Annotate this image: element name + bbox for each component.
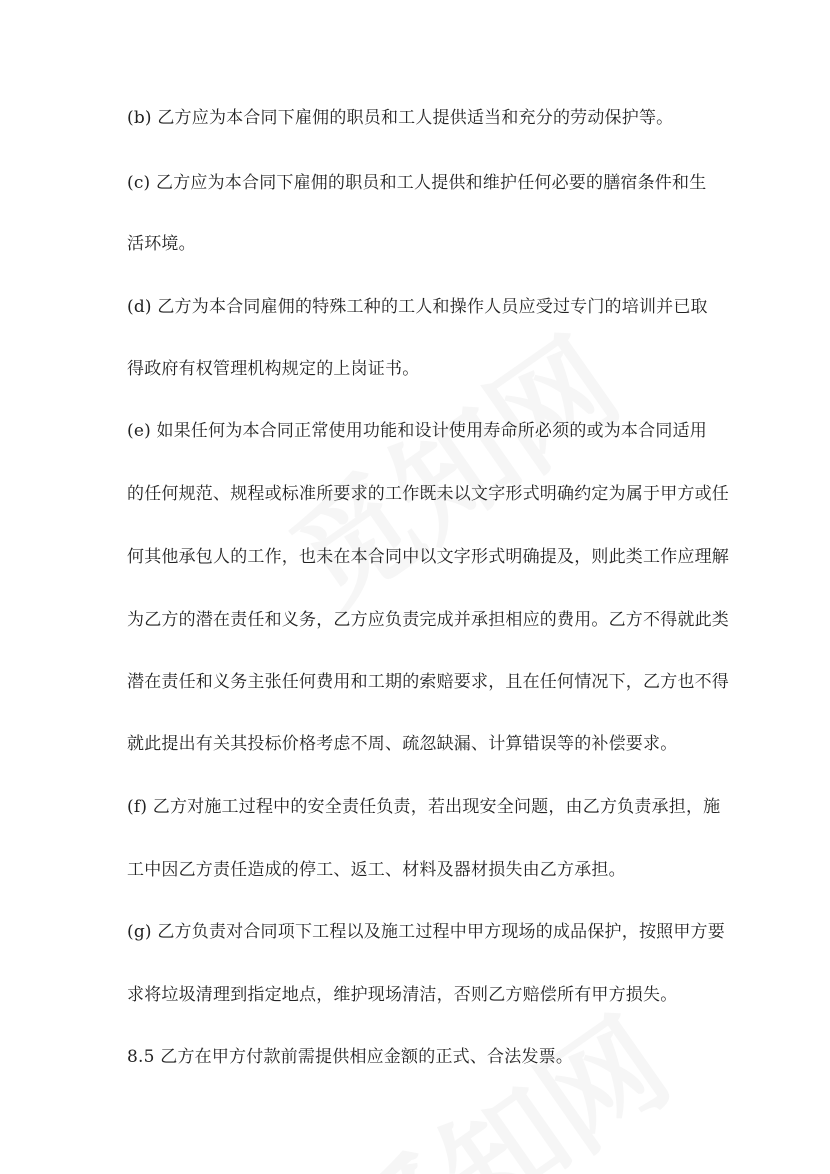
paragraph-e-line-6: 就此提出有关其投标价格考虑不周、疏忽缺漏、计算错误等的补偿要求。: [127, 734, 678, 754]
paragraph-c-line-2: 活环境。: [127, 234, 196, 254]
paragraph-e-line-5: 潜在责任和义务主张任何费用和工期的索赔要求，且在任何情况下，乙方也不得: [127, 672, 729, 692]
paragraph-e-line-3: 何其他承包人的工作，也未在本合同中以文字形式明确提及，则此类工作应理解: [127, 547, 729, 567]
paragraph-d-line-2: 得政府有权管理机构规定的上岗证书。: [127, 359, 420, 379]
paragraph-d-line-1: (d) 乙方为本合同雇佣的特殊工种的工人和操作人员应受过专门的培训并已取: [127, 297, 708, 317]
paragraph-f-line-2: 工中因乙方责任造成的停工、返工、材料及器材损失由乙方承担。: [127, 860, 626, 880]
paragraph-e-line-1: (e) 如果任何为本合同正常使用功能和设计使用寿命所必须的或为本合同适用: [127, 421, 707, 441]
paragraph-e-line-4: 为乙方的潜在责任和义务，乙方应负责完成并承担相应的费用。乙方不得就此类: [127, 610, 729, 630]
paragraph-g-line-1: (g) 乙方负责对合同项下工程以及施工过程中甲方现场的成品保护，按照甲方要: [127, 922, 725, 942]
paragraph-b-line-1: (b) 乙方应为本合同下雇佣的职员和工人提供适当和充分的劳动保护等。: [127, 108, 674, 128]
watermark: [253, 292, 647, 639]
paragraph-e-line-2: 的任何规范、规程或标准所要求的工作既未以文字形式明确约定为属于甲方或任: [127, 484, 729, 504]
paragraph-f-line-1: (f) 乙方对施工过程中的安全责任负责，若出现安全问题，由乙方负责承担，施: [127, 797, 721, 817]
clause-8-5: 8.5 乙方在甲方付款前需提供相应金额的正式、合法发票。: [127, 1047, 574, 1067]
paragraph-g-line-2: 求将垃圾清理到指定地点，维护现场清洁，否则乙方赔偿所有甲方损失。: [127, 985, 678, 1005]
paragraph-c-line-1: (c) 乙方应为本合同下雇佣的职员和工人提供和维护任何必要的膳宿条件和生: [127, 173, 707, 193]
